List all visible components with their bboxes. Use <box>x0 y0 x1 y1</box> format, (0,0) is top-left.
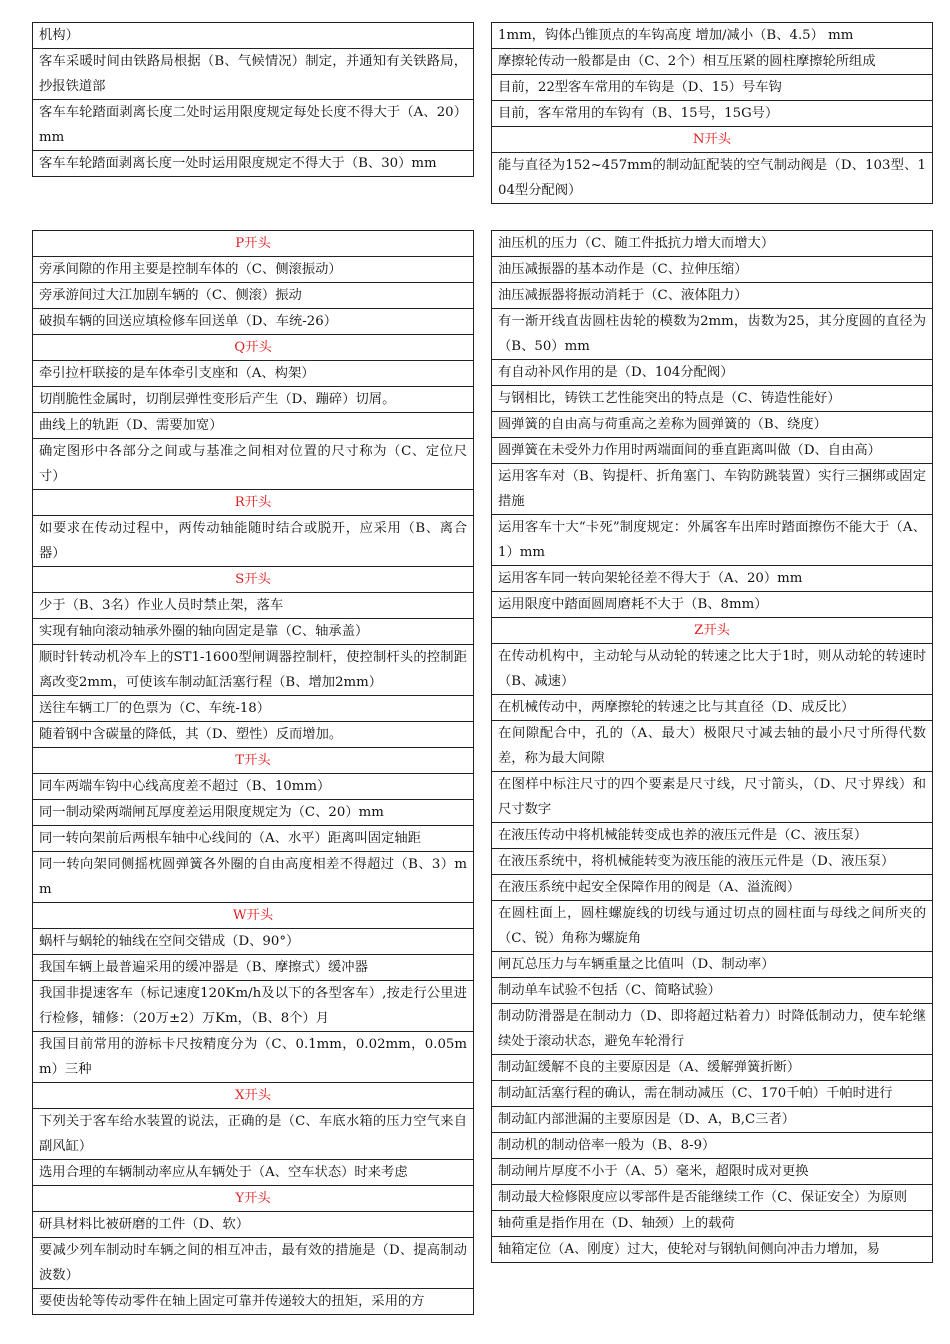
table-row <box>492 1055 933 1081</box>
question-text: 制动缸缓解不良的主要原因是（A、缓解弹簧折断） <box>492 1055 933 1081</box>
table-row <box>492 849 933 875</box>
question-text: 油压减振器将振动消耗于（C、液体阻力） <box>492 283 933 309</box>
question-text: 制动单车试验不包括（C、简略试验） <box>492 978 933 1004</box>
question-text: 选用合理的车辆制动率应从车辆处于（A、空车状态）时来考虑 <box>33 1160 474 1186</box>
table-row <box>492 1159 933 1185</box>
section-header: S开头 <box>33 567 474 593</box>
question-text: 运用客车对（B、钩提杆、折角塞门、车钩防跳装置）实行三捆绑或固定措施 <box>492 464 933 515</box>
table-row <box>33 1212 474 1238</box>
question-text: 蜗杆与蜗轮的轴线在空间交错成（D、90°） <box>33 929 474 955</box>
question-text: 破损车辆的回送应填检修车回送单（D、车统-26） <box>33 309 474 335</box>
question-text: 要使齿轮等传动零件在轴上固定可靠并传递较大的扭矩，采用的方 <box>33 1289 474 1315</box>
section-header: T开头 <box>33 748 474 774</box>
table-row <box>492 23 933 49</box>
question-text: 在圆柱面上，圆柱螺旋线的切线与通过切点的圆柱面与母线之间所夹的（C、锐）角称为螺旋角 <box>492 901 933 952</box>
question-text: 运用客车同一转向架轮径差不得大于（A、20）mm <box>492 566 933 592</box>
table-row <box>492 515 933 566</box>
table-row <box>33 800 474 826</box>
table-row <box>492 695 933 721</box>
table-row <box>33 309 474 335</box>
question-text: 送往车辆工厂的色票为（C、车统-18） <box>33 696 474 722</box>
question-text: 在机械传动中，两摩擦轮的转速之比与其直径（D、成反比） <box>492 695 933 721</box>
table-row <box>33 439 474 490</box>
question-text: 运用限度中踏面圆周磨耗不大于（B、8mm） <box>492 592 933 618</box>
table-row <box>33 283 474 309</box>
section-header-row <box>33 1083 474 1109</box>
question-text: 实现有轴向滚动轴承外圈的轴向固定是靠（C、轴承盖） <box>33 619 474 645</box>
table-row <box>492 823 933 849</box>
question-text: 机构） <box>33 23 474 49</box>
question-text: 同一转向架同侧摇枕圆弹簧各外圈的自由高度相差不得超过（B、3）mm <box>33 852 474 903</box>
question-text: 切削脆性金属时，切削层弹性变形后产生（D、蹦碎）切屑。 <box>33 387 474 413</box>
table-row <box>33 645 474 696</box>
table-row <box>33 929 474 955</box>
question-text: 在液压系统中，将机械能转变为液压能的液压元件是（D、液压泵） <box>492 849 933 875</box>
section-header: P开头 <box>33 231 474 257</box>
table-row <box>492 566 933 592</box>
table-row <box>492 721 933 772</box>
question-text: 客车采暖时间由铁路局根据（B、气候情况）制定，并通知有关铁路局，抄报铁道部 <box>33 49 474 100</box>
question-text: 如要求在传动过程中，两传动轴能随时结合或脱开，应采用（B、离合器） <box>33 516 474 567</box>
table-row <box>33 852 474 903</box>
question-text: 旁承间隙的作用主要是控制车体的（C、侧滚振动） <box>33 257 474 283</box>
section-header: N开头 <box>492 127 933 153</box>
question-text: 油压机的压力（C、随工件抵抗力增大而增大） <box>492 231 933 257</box>
table-row <box>492 101 933 127</box>
question-text: 油压减振器的基本动作是（C、拉伸压缩） <box>492 257 933 283</box>
table-top-left <box>32 22 474 177</box>
section-header-row <box>33 903 474 929</box>
table-row <box>492 901 933 952</box>
table-row <box>33 100 474 151</box>
section-header-row <box>33 490 474 516</box>
question-text: 轴箱定位（A、刚度）过大，使轮对与钢轨间侧向冲击力增加，易 <box>492 1237 933 1263</box>
question-text: 与钢相比，铸铁工艺性能突出的特点是（C、铸造性能好） <box>492 386 933 412</box>
question-text: 在间隙配合中，孔的（A、最大）极限尺寸减去轴的最小尺寸所得代数差，称为最大间隙 <box>492 721 933 772</box>
table-row <box>33 516 474 567</box>
table-row <box>492 1004 933 1055</box>
table-row <box>492 464 933 515</box>
question-text: 制动最大检修限度应以零部件是否能继续工作（C、保证安全）为原则 <box>492 1185 933 1211</box>
table-bottom-left <box>32 230 474 1315</box>
section-header-row <box>33 335 474 361</box>
question-text: 客车车轮踏面剥离长度一处时运用限度规定不得大于（B、30）mm <box>33 151 474 177</box>
question-text: 我国目前常用的游标卡尺按精度分为（C、0.1mm，0.02mm，0.05mm）三种 <box>33 1032 474 1083</box>
table-row <box>33 955 474 981</box>
table-row <box>492 49 933 75</box>
section-header-row <box>33 231 474 257</box>
question-text: 有自动补风作用的是（D、104分配阀） <box>492 360 933 386</box>
table-row <box>492 1133 933 1159</box>
section-header: R开头 <box>33 490 474 516</box>
question-text: 研具材料比被研磨的工件（D、软） <box>33 1212 474 1238</box>
table-row <box>33 361 474 387</box>
table-row <box>492 231 933 257</box>
section-header-row <box>492 127 933 153</box>
question-text: 摩擦轮传动一般都是由（C、2个）相互压紧的圆柱摩擦轮所组成 <box>492 49 933 75</box>
question-text: 同一制动梁两端闸瓦厚度差运用限度规定为（C、20）mm <box>33 800 474 826</box>
question-text: 有一渐开线直齿圆柱齿轮的模数为2mm，齿数为25，其分度圆的直径为（B、50）mm <box>492 309 933 360</box>
table-row <box>492 283 933 309</box>
question-text: 客车车轮踏面剥离长度二处时运用限度规定每处长度不得大于（A、20）mm <box>33 100 474 151</box>
section-header: Y开头 <box>33 1186 474 1212</box>
question-text: 目前，22型客车常用的车钩是（D、15）号车钩 <box>492 75 933 101</box>
section-header: X开头 <box>33 1083 474 1109</box>
table-row <box>33 23 474 49</box>
question-text: 我国非提速客车（标记速度120Km/h及以下的各型客车）,按走行公里进行检修，辅修：（20万±2）万Km，（B、8个）月 <box>33 981 474 1032</box>
section-header-row <box>33 748 474 774</box>
table-top-right <box>491 22 933 204</box>
table-row <box>492 386 933 412</box>
table-row <box>33 774 474 800</box>
table-row <box>33 1289 474 1315</box>
question-text: 要减少列车制动时车辆之间的相互冲击，最有效的措施是（D、提高制动波数） <box>33 1238 474 1289</box>
question-text: 曲线上的轨距（D、需要加宽） <box>33 413 474 439</box>
question-text: 随着钢中含碳量的降低，其（D、塑性）反而增加。 <box>33 722 474 748</box>
table-row <box>33 257 474 283</box>
table-row <box>33 1109 474 1160</box>
question-text: 1mm，钩体凸锥顶点的车钩高度 增加/减小（B、4.5） mm <box>492 23 933 49</box>
section-header: Q开头 <box>33 335 474 361</box>
table-row <box>492 592 933 618</box>
question-text: 能与直径为152~457mm的制动缸配装的空气制动阀是（D、103型、104型分配阀） <box>492 153 933 204</box>
table-row <box>492 1237 933 1263</box>
question-text: 在液压系统中起安全保障作用的阀是（A、溢流阀） <box>492 875 933 901</box>
table-row <box>492 772 933 823</box>
question-text: 运用客车十大“卡死”制度规定：外属客车出库时踏面擦伤不能大于（A、1）mm <box>492 515 933 566</box>
question-text: 轴荷重是指作用在（D、轴颈）上的载荷 <box>492 1211 933 1237</box>
table-row <box>33 49 474 100</box>
section-header-row <box>33 1186 474 1212</box>
question-text: 同车两端车钩中心线高度差不超过（B、10mm） <box>33 774 474 800</box>
table-row <box>492 75 933 101</box>
question-text: 制动闸片厚度不小于（A、5）毫米，超限时成对更换 <box>492 1159 933 1185</box>
table-row <box>33 151 474 177</box>
question-text: 闸瓦总压力与车辆重量之比值叫（D、制动率） <box>492 952 933 978</box>
question-text: 制动机的制动倍率一般为（B、8-9） <box>492 1133 933 1159</box>
table-row <box>33 387 474 413</box>
question-text: 制动缸内部泄漏的主要原因是（D、A，B,C三者） <box>492 1107 933 1133</box>
question-text: 牵引拉杆联接的是车体牵引支座和（A、构架） <box>33 361 474 387</box>
question-text: 我国车辆上最普遍采用的缓冲器是（B、摩擦式）缓冲器 <box>33 955 474 981</box>
table-row <box>492 309 933 360</box>
question-text: 在图样中标注尺寸的四个要素是尺寸线，尺寸箭头，（D、尺寸界线）和尺寸数字 <box>492 772 933 823</box>
table-row <box>492 360 933 386</box>
table-row <box>33 696 474 722</box>
table-row <box>33 826 474 852</box>
question-text: 顺时针转动机冷车上的ST1-1600型闸调器控制杆，使控制杆头的控制距离改变2mm，可使该车制动缸活塞行程（B、增加2mm） <box>33 645 474 696</box>
question-text: 制动缸活塞行程的确认，需在制动减压（C、170千帕）千帕时进行 <box>492 1081 933 1107</box>
table-bottom-right <box>491 230 933 1263</box>
table-row <box>33 1160 474 1186</box>
table-row <box>33 722 474 748</box>
table-row <box>492 978 933 1004</box>
table-row <box>492 952 933 978</box>
table-row <box>492 257 933 283</box>
question-text: 下列关于客车给水装置的说法，正确的是（C、车底水箱的压力空气来自副风缸） <box>33 1109 474 1160</box>
section-header: Z开头 <box>492 618 933 644</box>
question-text: 圆弹簧在未受外力作用时两端面间的垂直距离叫做（D、自由高） <box>492 438 933 464</box>
question-text: 确定图形中各部分之间或与基准之间相对位置的尺寸称为（C、定位尺寸） <box>33 439 474 490</box>
table-row <box>492 1211 933 1237</box>
table-row <box>33 619 474 645</box>
table-row <box>33 1238 474 1289</box>
table-row <box>33 413 474 439</box>
question-text: 在液压传动中将机械能转变成也养的液压元件是（C、液压泵） <box>492 823 933 849</box>
table-row <box>492 875 933 901</box>
table-row <box>492 153 933 204</box>
question-text: 旁承游间过大江加剧车辆的（C、侧滚）振动 <box>33 283 474 309</box>
section-header-row <box>492 618 933 644</box>
question-text: 圆弹簧的自由高与荷重高之差称为圆弹簧的（B、绕度） <box>492 412 933 438</box>
question-text: 少于（B、3名）作业人员时禁止架，落车 <box>33 593 474 619</box>
table-row <box>33 593 474 619</box>
table-row <box>492 1185 933 1211</box>
table-row <box>33 1032 474 1083</box>
table-row <box>492 1081 933 1107</box>
table-row <box>492 412 933 438</box>
section-header: W开头 <box>33 903 474 929</box>
question-text: 在传动机构中，主动轮与从动轮的转速之比大于1时，则从动轮的转速时（B、减速） <box>492 644 933 695</box>
table-row <box>492 644 933 695</box>
section-header-row <box>33 567 474 593</box>
table-row <box>33 981 474 1032</box>
question-text: 同一转向架前后两根车轴中心线间的（A、水平）距离叫固定轴距 <box>33 826 474 852</box>
question-text: 制动防滑器是在制动力（D、即将超过粘着力）时降低制动力，使车轮继续处于滚动状态，避免车轮滑行 <box>492 1004 933 1055</box>
table-row <box>492 1107 933 1133</box>
question-text: 目前，客车常用的车钩有（B、15号，15G号） <box>492 101 933 127</box>
table-row <box>492 438 933 464</box>
